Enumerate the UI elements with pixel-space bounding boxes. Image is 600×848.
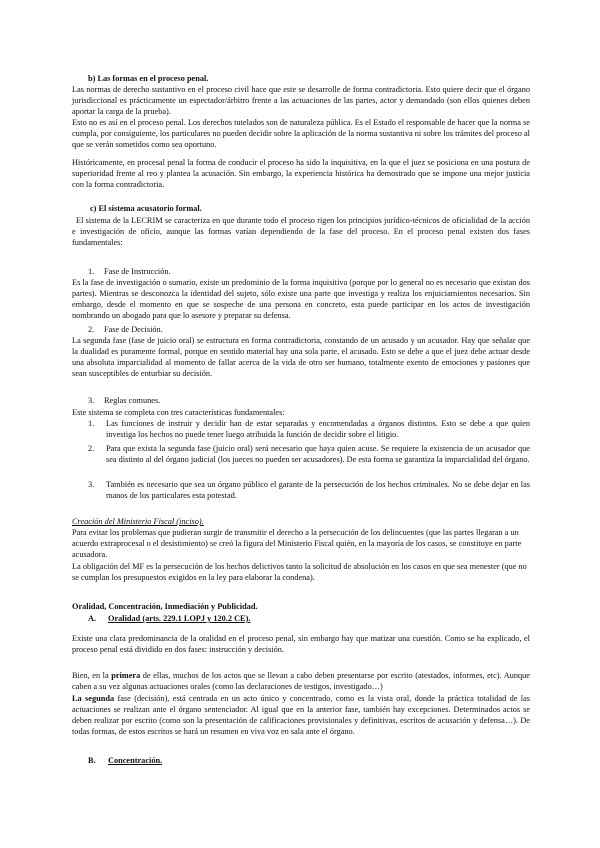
instruccion-paragraph: Es la fase de investigación o sumario, existe un predominio de la forma inquisitiva (porque por lo general no es necesario que existan dos partes). Mientras se desconozca la identidad del sujeto, sólo existe una parte que investiga y realiza los enjuiciamientos necesarios. Sin embargo, desde el momento en que se sospeche de una persona en concreto, esta puede participar en los actos de investigación nombrando un abogado para que lo asesore y preparar su defensa.	[72, 278, 530, 320]
regla-3-text: También es necesario que sea un órgano público el garante de la persecución de los hechos criminales. No se debe dejar en las manos de los particulares esta potestad.	[106, 480, 530, 500]
phase-2-number: 2.	[88, 325, 95, 334]
phase-2-title: Fase de Decisión.	[104, 325, 163, 334]
phase-3-number: 3.	[88, 396, 95, 405]
section-b-heading: b) Las formas en el proceso penal.	[88, 74, 209, 83]
regla-2-number: 2.	[88, 444, 95, 453]
subsection-b	[88, 755, 162, 766]
decision-paragraph: La segunda fase (fase de juicio oral) se estructura en forma contradictoria, constando de un acusado y un acusador. Hay que señalar que la dualidad es puramente formal, porque en sentido material hay una sola parte, el acusado. Esto se debe a que el juez debe actuar desde una absoluta imparcialidad al momento de fallar acerca de la vida de otro ser humano, totalmente exento de emociones y pasiones que sean susceptibles de enturbiar su decisión.	[72, 336, 530, 378]
regla-1-text: Las funciones de instruir y decidir han de estar separadas y encomendadas a órganos distintos. Esto se debe a que quien investiga los hechos no puede tener luego atribuida la función de decidir sobre el litigio.	[106, 419, 530, 439]
ministerio-paragraph-1: Para evitar los problemas que pudieran surgir de transmitir el derecho a la persecución de los delincuentes (que las partes llegaran a un acuerdo extraprocesal o el desistimiento) se creó la figura del Ministerio Fiscal quién, en la mayoría de los casos, se constituye en parte acusadora.	[72, 528, 522, 559]
section-c-heading: c) El sistema acusatorio formal.	[90, 204, 202, 213]
reglas-intro: Este sistema se completa con tres características fundamentales:	[72, 408, 285, 417]
phase-2-item	[88, 324, 530, 335]
phase-1-number: 1.	[88, 267, 95, 276]
subsection-a-title: Oralidad (arts. 229.1 LOPJ y 120.2 CE).	[108, 614, 251, 623]
oralidad-p2-rest: de ellas, muchos de los actos que se llevan a cabo deben presentarse por escrito (atestados, informes, etc). Aunque caben a su vez algunas actuaciones orales (como las declaraciones de testigos, investigado…)	[72, 671, 530, 691]
oralidad-p2-start: Bien, en la	[72, 671, 112, 680]
oralidad-p3-bold: La segunda	[72, 694, 115, 703]
section-c-intro: El sistema de la LECRIM se caracteriza en que durante todo el proceso rigen los principios jurídico-técnicos de oficialidad de la acción e investigación de oficio, aunque las formas varían dependiendo de la fase del proceso. En el proceso penal existen dos fases fundamentales:	[72, 216, 530, 247]
regla-1-number: 1.	[88, 419, 95, 428]
regla-2-text: Para que exista la segunda fase (juicio oral) será necesario que haya quien acuse. Se requiere la existencia de un acusador que sea distinto al del órgano judicial (los jueces no pueden ser acusadores). De esta forma se garantiza la imparcialidad del órgano.	[106, 444, 530, 464]
oralidad-paragraph-1: Existe una clara predominancia de la oralidad en el proceso penal, sin embargo hay que matizar una cuestión. Como se ha explicado, el proceso penal está dividido en dos fases: instrucción y decisión.	[72, 634, 530, 654]
oralidad-paragraph-3	[72, 693, 530, 737]
oralidad-p3-rest: fase (decisión), está centrada en un acto único y concentrado, como es la vista oral, donde la práctica totalidad de las actuaciones se realizan ante el órgano sentenciador. Al igual que en la anterior fase, también hay excepciones. Determinados actos se deben realizar por escrito (como son la presentación de calificaciones provisionales y definitivas, escritos de acusación y defensa…). De todas formas, de estos escritos se hará un resumen en viva voz en sala ante el órgano.	[72, 694, 531, 736]
subsection-b-title: Concentración.	[108, 756, 163, 765]
section-b-paragraph-3: Históricamente, en procesal penal la forma de conducir el proceso ha sido la inquisitiva, en la que el juez se posiciona en una postura de superioridad frente al reo y plantea la acusación. Sin embargo, la experiencia histórica ha demostrado que se impone una mejor justicia con la forma contradictoria.	[72, 158, 530, 189]
subsection-a-letter: A.	[88, 614, 97, 623]
phase-1-item	[88, 266, 530, 277]
oralidad-p2-bold: primera	[111, 671, 141, 680]
section-b-paragraph-1: Las normas de derecho sustantivo en el proceso civil hace que este se desarrolle de forma contradictoria. Esto quiere decir que el órgano jurisdiccional es prácticamente un espectador/árbitro frente a las actuaciones de las partes, actor y demandado (son ellos quienes deben aportar la carga de la prueba).	[72, 85, 530, 116]
ministerio-paragraph-2: La obligación del MF es la persecución de los hechos delictivos tanto la solicitud de absolución en los casos en que sea menester (que no se cumplan los presupuestos exigidos en la ley para elaborar la condena).	[72, 562, 527, 582]
ministerio-heading: Creación del Ministerio Fiscal (inciso).	[72, 517, 204, 526]
regla-3-number: 3.	[88, 480, 95, 489]
phase-1-title: Fase de Instrucción.	[104, 267, 171, 276]
oralidad-paragraph-2	[72, 670, 530, 692]
oralidad-heading: Oralidad, Concentración, Inmediación y Publicidad.	[72, 602, 258, 611]
phase-3-item	[88, 395, 530, 406]
section-b-paragraph-2: Esto no es así en el proceso penal. Los derechos tutelados son de naturaleza pública. Es el Estado el responsable de hacer que la norma se cumpla, por consiguiente, los particulares no pueden decidir sobre la aplicación de la norma sustantiva ni sobre los trámites del proceso al que se verán sometidos como sea oportuno.	[72, 118, 530, 149]
phase-3-title: Reglas comunes.	[104, 396, 161, 405]
subsection-b-letter: B.	[88, 756, 96, 765]
subsection-a	[88, 613, 250, 624]
